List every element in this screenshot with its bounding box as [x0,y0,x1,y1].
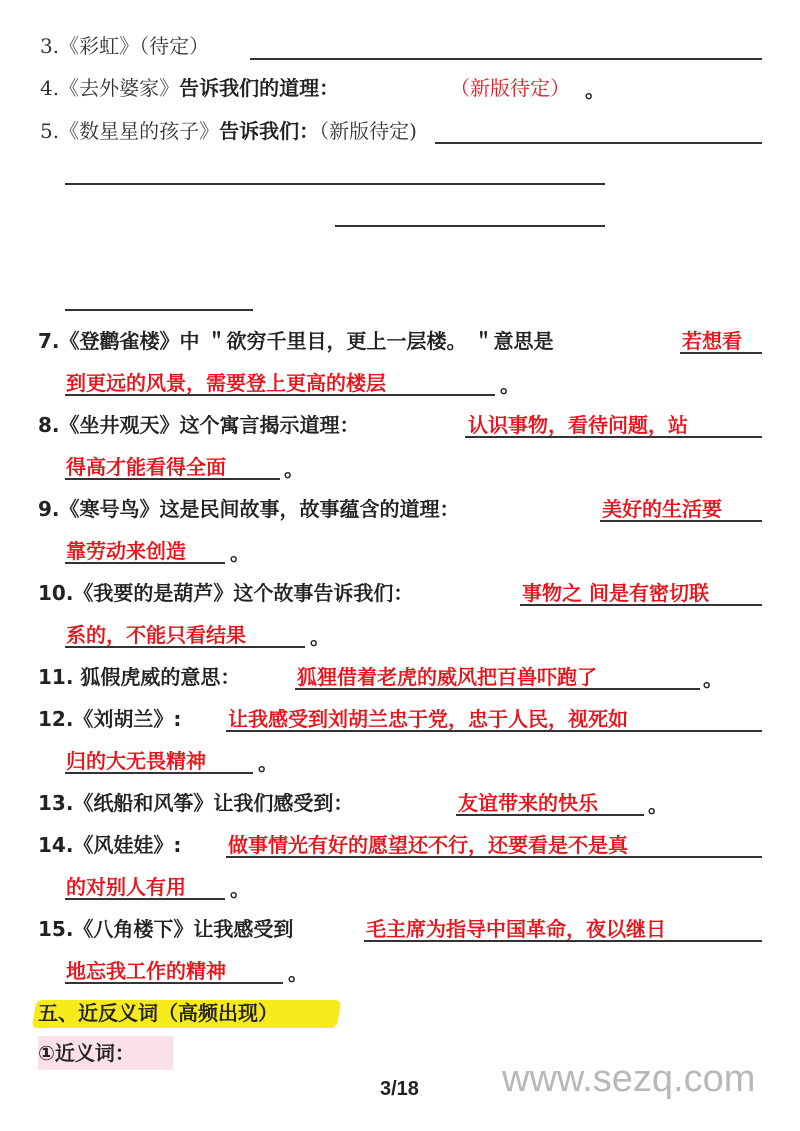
q4-title: 4.《去外婆家》 [40,76,180,100]
q13-end: 。 [648,793,668,817]
q12-blank-2 [65,772,253,774]
q12-answer-2: 归的大无畏精神 [66,749,206,773]
q14-answer-2: 的对别人有用 [66,875,186,899]
q14-label: 14.《风娃娃》: [38,833,182,857]
subheading-synonyms: ①近义词： [38,1041,135,1065]
q14-answer-1: 做事情光有好的愿望还不行，还要看是不是真 [228,833,628,857]
q11-answer-1: 狐狸借着老虎的威风把百兽吓跑了 [297,665,597,689]
q10-blank-2 [65,646,305,648]
q13-label: 13.《纸船和风筝》让我们感受到： [38,791,354,815]
q15-blank [364,940,762,942]
page-number: 3/18 [380,1078,419,1100]
q12-end: 。 [258,751,278,775]
q7-answer-2: 到更远的风景，需要登上更高的楼层 [66,371,386,395]
q9-answer-1: 美好的生活要 [602,497,722,521]
q10-label: 10.《我要的是葫芦》这个故事告诉我们： [38,581,414,605]
q15-blank-2 [65,982,283,984]
q7-label: 7.《登鹳雀楼》中 ＂欲穷千里目，更上一层楼。 ＂意思是 [38,329,554,353]
q15-answer-2: 地忘我工作的精神 [66,959,226,983]
q15-answer-1: 毛主席为指导中国革命，夜以继日 [366,917,666,941]
q4-prompt: 告诉我们的道理： [179,76,340,100]
q13-answer-1: 友谊带来的快乐 [458,791,598,815]
q7-blank [680,352,762,354]
q15-end: 。 [288,961,308,985]
q12-blank [226,730,762,732]
q3-label: 3.《彩虹》（待定） [40,34,210,58]
q14-end: 。 [230,877,250,901]
q4-label [40,75,339,101]
q11-end: 。 [703,667,723,691]
q14-blank [226,856,762,858]
blank-line [65,183,605,185]
watermark: www.sezq.com [502,1058,756,1100]
q14-blank-2 [65,898,225,900]
q10-answer-1: 事物之 间是有密切联 [522,581,709,605]
blank-line [335,225,605,227]
q12-label: 12.《刘胡兰》: [38,707,182,731]
q5-answer: （新版待定) [319,119,417,143]
q5-blank [435,142,762,144]
q13-blank [456,814,644,816]
q8-blank [465,436,762,438]
q10-answer-2: 系的，不能只看结果 [66,623,246,647]
q4-answer: （新版待定） [450,76,570,100]
q9-answer-2: 靠劳动来创造 [66,539,186,563]
q9-end: 。 [230,541,250,565]
q8-blank-2 [65,478,280,480]
q3-blank [250,58,762,60]
section-heading: 五、近反义词（高频出现） [38,1001,278,1025]
q8-label: 8.《坐井观天》这个寓言揭示道理： [38,413,360,437]
q8-answer-2: 得高才能看得全面 [66,455,226,479]
q8-end: 。 [284,457,304,481]
q11-label: 11. 狐假虎威的意思： [38,665,241,689]
q10-end: 。 [310,625,330,649]
q7-blank-2 [65,394,495,396]
q5-title: 5.《数星星的孩子》 [40,119,220,143]
q5-label [40,118,417,144]
q15-label: 15.《八角楼下》让我感受到 [38,917,294,941]
q7-end: 。 [500,373,520,397]
q8-answer-1: 认识事物，看待问题，站 [468,413,688,437]
q7-answer-1: 若想看 [682,329,742,353]
q11-blank [295,688,700,690]
q9-blank-2 [65,562,225,564]
q5-prompt: 告诉我们： [219,119,320,143]
q4-end: 。 [585,78,605,102]
q9-label: 9.《寒号鸟》这是民间故事，故事蕴含的道理： [38,497,460,521]
q9-blank [600,520,762,522]
q10-blank [520,604,762,606]
q12-answer-1: 让我感受到刘胡兰忠于党，忠于人民，视死如 [228,707,628,731]
blank-line [65,309,253,311]
